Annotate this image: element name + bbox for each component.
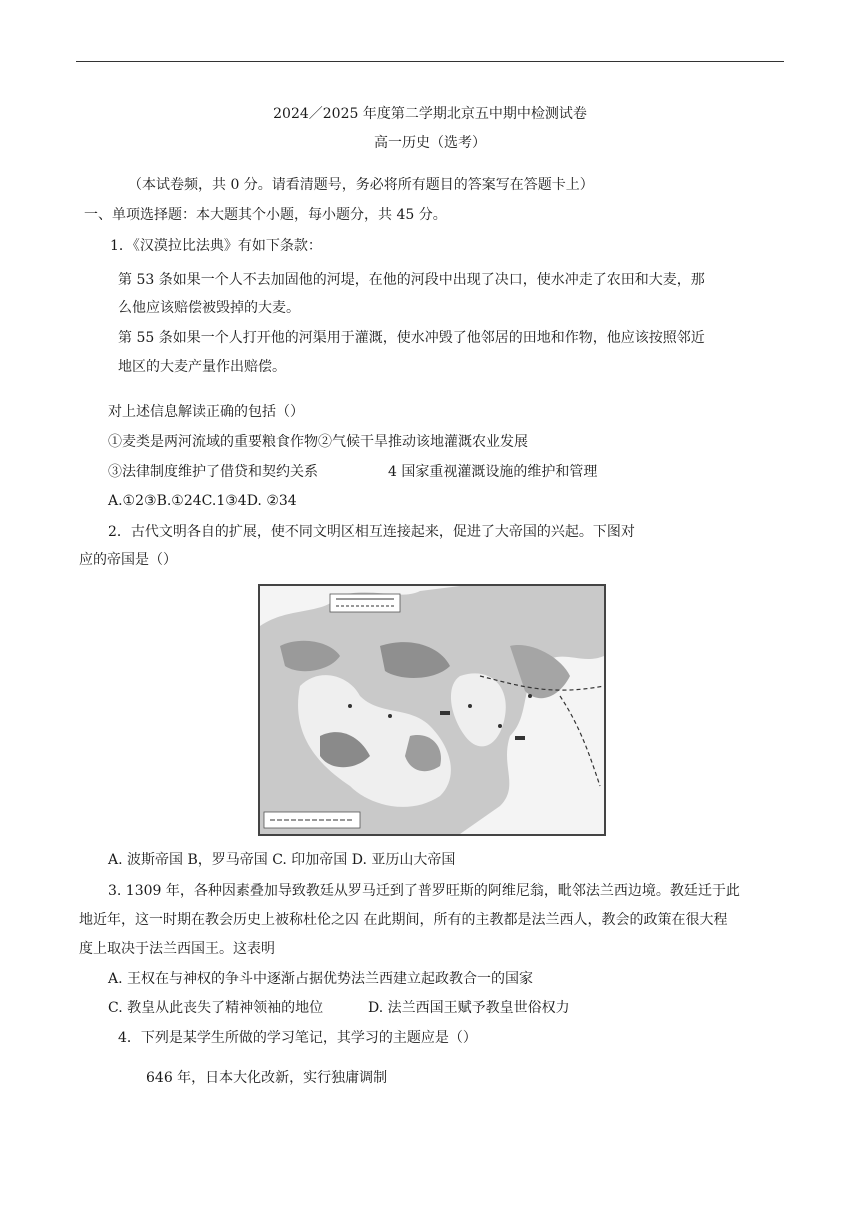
q1-clause53-line1: 第 53 条如果一个人不去加固他的河堤，在他的河段中出现了决口，使水冲走了农田和大麦，那 xyxy=(118,272,705,288)
q3-option-c: C. 教皇从此丧失了精神领袖的地位 xyxy=(108,1000,324,1016)
q1-options-1-2: ①麦类是两河流域的重要粮食作物②气候干旱推动该地灌溉农业发展 xyxy=(108,434,528,450)
q3-stem-line3: 度上取决于法兰西国王。这表明 xyxy=(79,941,275,957)
q4-note-line1: 646 年，日本大化改新，实行独庸调制 xyxy=(146,1070,388,1086)
q3-stem-line2: 地近年，这一时期在教会历史上被称杜伦之囚 在此期间，所有的主教都是法兰西人，教会的政策在很大程 xyxy=(79,912,728,928)
header-rule xyxy=(76,61,784,62)
q1-option-4: 4 国家重视灌溉设施的维护和管理 xyxy=(388,464,598,480)
exam-title: 2024／2025 年度第二学期北京五中期中检测试卷 xyxy=(273,106,587,122)
q1-stem: 1．《汉漠拉比法典》有如下条款： xyxy=(110,238,322,254)
q2-stem-line1: 2．古代文明各自的扩展，使不同文明区相互连接起来，促进了大帝国的兴起。下图对 xyxy=(108,524,635,540)
q1-answers: A.①2③B.①24C.1③4D. ②34 xyxy=(108,493,297,509)
q4-stem: 4．下列是某学生所做的学习笔记，其学习的主题应是（） xyxy=(118,1030,477,1046)
q1-option-3: ③法律制度维护了借贷和契约关系 xyxy=(108,464,318,480)
historical-empire-map xyxy=(258,584,606,836)
section-title: 一、单项选择题：本大题其个小题，每小题分，共 45 分。 xyxy=(84,207,447,223)
exam-subtitle: 高一历史（选考） xyxy=(374,135,486,151)
q3-option-d: D. 法兰西国王赋予教皇世俗权力 xyxy=(368,1000,570,1016)
q1-clause55-line1: 第 55 条如果一个人打开他的河渠用于灌溉，使水冲毁了他邻居的田地和作物，他应该按照邻近 xyxy=(118,330,705,346)
q1-clause55-line2: 地区的大麦产量作出赔偿。 xyxy=(118,359,286,375)
q1-clause53-line2: 么他应该赔偿被毁掉的大麦。 xyxy=(118,300,300,316)
q3-option-a: A. 王权在与神权的争斗中逐渐占据优势法兰西建立起政教合一的国家 xyxy=(108,971,534,987)
q2-stem-line2: 应的帝国是（） xyxy=(79,552,177,568)
q3-stem-line1: 3. 1309 年，各种因素叠加导致教廷从罗马迁到了普罗旺斯的阿维尼翁，毗邻法兰西边境。教廷迁于此 xyxy=(108,883,740,899)
q1-question: 对上述信息解读正确的包括（） xyxy=(108,404,304,420)
map-graphic xyxy=(260,586,604,834)
q2-answers: A. 波斯帝国 B，罗马帝国 C. 印加帝国 D. 亚历山大帝国 xyxy=(108,852,456,868)
instructions: （本试卷频，共 0 分。请看清题号，务必将所有题目的答案写在答题卡上） xyxy=(128,177,594,193)
